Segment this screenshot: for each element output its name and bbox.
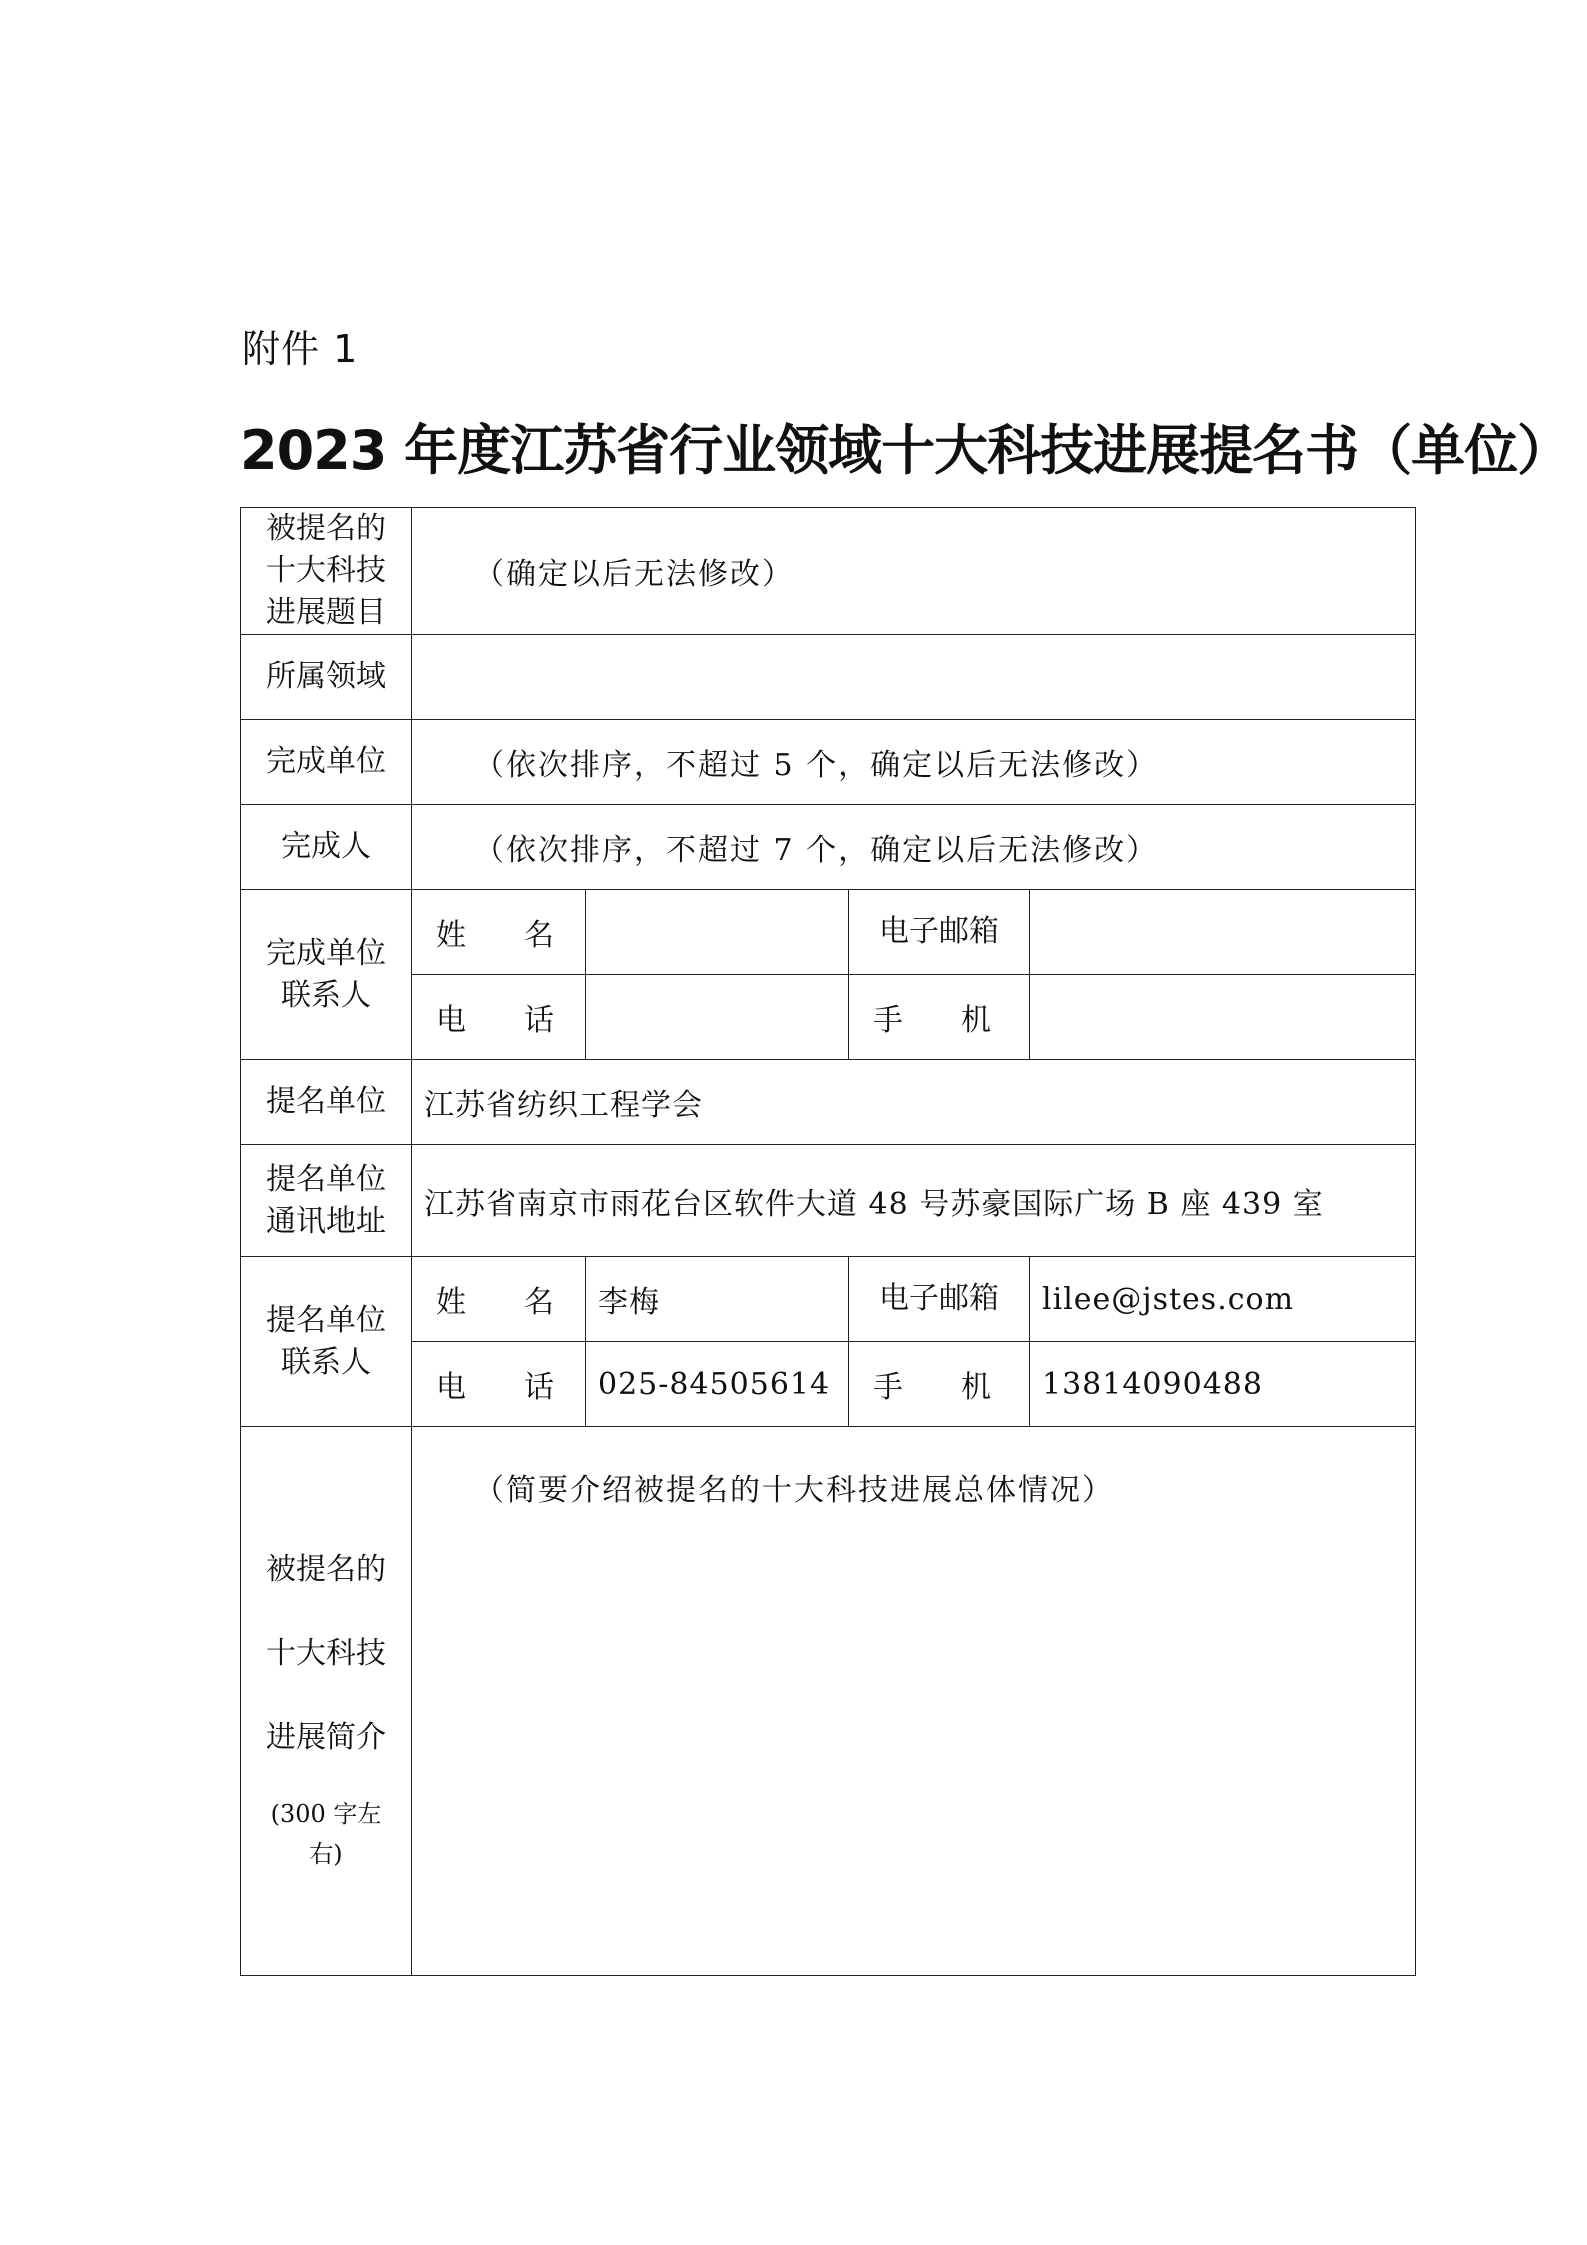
persons-label: 完成人 — [241, 805, 412, 890]
unit-contact-mobile-value[interactable] — [1030, 975, 1416, 1060]
field-row — [241, 635, 1416, 720]
topic-row — [241, 508, 1416, 635]
nominator-row — [241, 1060, 1416, 1145]
nominator-contact-mobile-label: 手 机 — [849, 1342, 1030, 1427]
topic-note: （确定以后无法修改） — [474, 557, 794, 592]
nominator-contact-phone-value[interactable]: 025-84505614 — [586, 1342, 849, 1427]
intro-label: 被提名的 十大科技 进展简介 (300 字左 右) — [241, 1427, 412, 1976]
persons-field[interactable] — [412, 805, 1416, 890]
persons-row — [241, 805, 1416, 890]
topic-field[interactable] — [412, 508, 1416, 635]
unit-contact-email-value[interactable] — [1030, 890, 1416, 975]
attachment-label: 附件 1 — [242, 327, 359, 371]
unit-contact-mobile-label: 手 机 — [849, 975, 1030, 1060]
unit-contact-phone-label: 电 话 — [412, 975, 586, 1060]
nominator-address-label: 提名单位 通讯地址 — [241, 1145, 412, 1257]
units-label: 完成单位 — [241, 720, 412, 805]
intro-row — [241, 1427, 1416, 1976]
nominator-address-value[interactable]: 江苏省南京市雨花台区软件大道 48 号苏豪国际广场 B 座 439 室 — [412, 1145, 1416, 1257]
nominator-contact-row-2 — [241, 1342, 1416, 1427]
unit-contact-phone-value[interactable] — [586, 975, 849, 1060]
nomination-form — [240, 507, 1416, 1976]
field-label: 所属领域 — [241, 635, 412, 720]
unit-contact-email-label: 电子邮箱 — [849, 890, 1030, 975]
unit-contact-name-value[interactable] — [586, 890, 849, 975]
nominator-label: 提名单位 — [241, 1060, 412, 1145]
nominator-contact-name-value[interactable]: 李梅 — [586, 1257, 849, 1342]
topic-label: 被提名的 十大科技 进展题目 — [241, 508, 412, 635]
nominator-contact-email-value[interactable]: lilee@jstes.com — [1030, 1257, 1416, 1342]
nominator-contact-name-label: 姓 名 — [412, 1257, 586, 1342]
unit-contact-name-label: 姓 名 — [412, 890, 586, 975]
intro-length-note: (300 字左 右) — [270, 1800, 382, 1868]
nominator-contact-email-label: 电子邮箱 — [849, 1257, 1030, 1342]
units-field[interactable] — [412, 720, 1416, 805]
units-row — [241, 720, 1416, 805]
unit-contact-row-1 — [241, 890, 1416, 975]
nominator-contact-label: 提名单位 联系人 — [241, 1257, 412, 1427]
unit-contact-row-2 — [241, 975, 1416, 1060]
intro-field[interactable] — [412, 1427, 1416, 1976]
nominator-value[interactable]: 江苏省纺织工程学会 — [412, 1060, 1416, 1145]
nominator-contact-row-1 — [241, 1257, 1416, 1342]
units-note: （依次排序，不超过 5 个，确定以后无法修改） — [474, 748, 1159, 783]
page-title: 2023 年度江苏省行业领域十大科技进展提名书（单位） — [240, 419, 1571, 482]
unit-contact-label: 完成单位 联系人 — [241, 890, 412, 1060]
nominator-contact-mobile-value[interactable]: 13814090488 — [1030, 1342, 1416, 1427]
persons-note: （依次排序，不超过 7 个，确定以后无法修改） — [474, 833, 1159, 868]
nominator-address-row — [241, 1145, 1416, 1257]
field-value[interactable] — [412, 635, 1416, 720]
intro-note: （简要介绍被提名的十大科技进展总体情况） — [474, 1473, 1114, 1508]
nominator-contact-phone-label: 电 话 — [412, 1342, 586, 1427]
